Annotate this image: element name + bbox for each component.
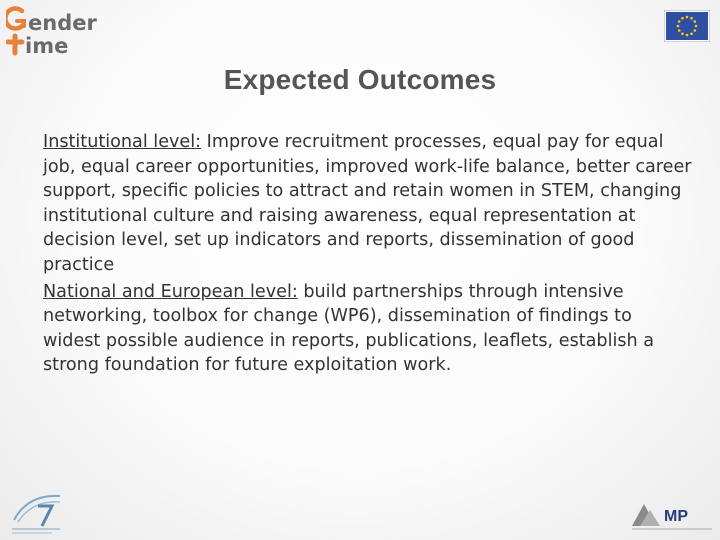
paragraph-national-european [43, 280, 693, 378]
logo-wordmark-time: ime [25, 34, 69, 56]
national-european-level-text: build partnerships through intensive networking, toolbox for change (WP6), dissemination of findings to widest possible audience in reports, publications, leaflets, establish a strong foundation for future exploitation work. [43, 281, 655, 376]
institutional-level-heading: Institutional level: [43, 132, 202, 152]
logo-g-arc [6, 9, 23, 29]
mp-logo-text: MP [664, 508, 688, 525]
slide-body [43, 130, 693, 378]
logo-plus-icon [8, 36, 22, 53]
institutional-level-text: Improve recruitment processes, equal pay for equal job, equal career opportunities, improved work-life balance, better career support, specific policies to attract and retain women in STEM, changing institutional culture and raising awareness, equal representation at decision level, set up indicators and reports, dissemination of good practice [43, 132, 692, 275]
logo-wordmark-gender: ender [28, 11, 97, 35]
fp7-logo [8, 490, 64, 538]
national-european-level-heading: National and European level: [43, 281, 298, 302]
paragraph-institutional [43, 130, 693, 278]
slide-title: Expected Outcomes [223, 64, 497, 95]
eu-flag-icon [664, 10, 710, 42]
gendertime-logo [6, 6, 124, 56]
